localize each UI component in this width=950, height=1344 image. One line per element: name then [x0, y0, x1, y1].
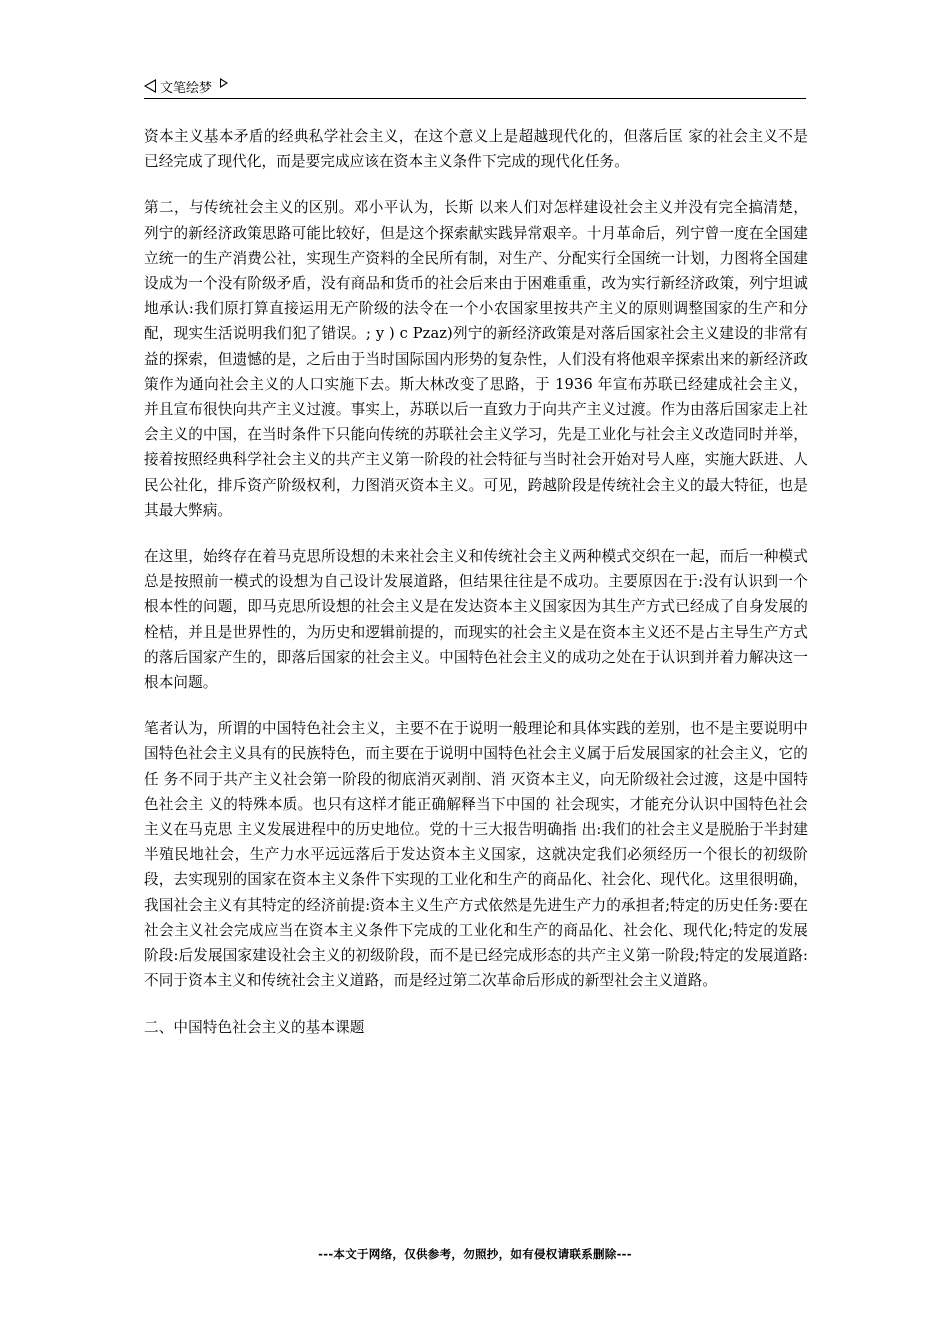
footer-notice: ---本文于网络，仅供参考，勿照抄，如有侵权请联系删除--- — [318, 1247, 632, 1261]
page-header — [144, 74, 806, 99]
header-brand: 文笔绘梦 — [160, 80, 213, 96]
section-heading: 二、中国特色社会主义的基本课题 — [144, 1018, 365, 1036]
document-body — [144, 124, 808, 1061]
left-triangle-icon — [144, 79, 156, 93]
paragraph-2: 第二，与传统社会主义的区别。邓小平认为，长斯 以来人们对怎样建设社会主义并没有完全搞清楚，列宁的新经济政策思路可能比较好，但是这个探索献实践异常艰辛。十月革命后，列宁曾一度在全国建立统一的生产消费公社，实现生产资料的全民所有制，对生产、分配实行全国统一计划，力图将全国建设成为一个没有阶级矛盾，没有商品和货币的社会后来由于困难重重，改为实行新经济政策，列宁坦诚地承认:我们原打算直接运用无产阶级的法令在一个小农国家里按共产主义的原则调整国家的生产和分配，现实生活说明我们犯了错误。; y ) c Pzaz)列宁的新经济政策是对落后国家社会主义建设的非常有益的探索，但遗憾的是，之后由于当时国际国内形势的复杂性，人们没有将他艰辛探索出来的新经济政策作为通向社会主义的人口实施下去。斯大林改变了思路，于 1936 年宣布苏联已经建成社会主义，并且宣布很快向共产主义过渡。事实上，苏联以后一直致力于向共产主义过渡。作为由落后国家走上社会主义的中国，在当时条件下只能向传统的苏联社会主义学习，先是工业化与社会主义改造同时并举，接着按照经典科学社会主义的共产主义第一阶段的社会特征与当时社会开始对号人座，实施大跃进、人民公社化，排斥资产阶级权利，力图消灭资本主义。可见，跨越阶段是传统社会主义的最大特征，也是其最大弊病。 — [144, 199, 808, 519]
paragraph-1: 资本主义基本矛盾的经典私学社会主义，在这个意义上是超越现代化的，但落后匡 家的社会主义不是已经完成了现代化，而是要完成应该在资本主义条件下完成的现代化任务。 — [144, 128, 808, 171]
right-triangle-icon — [220, 78, 228, 88]
paragraph-4: 笔者认为，所谓的中国特色社会主义，主要不在于说明一般理论和具体实践的差别，也不是主要说明中国特色社会主义具有的民族特色，而主要在于说明中国特色社会主义属于后发展国家的社会主义，它的任 务不同于共产主义社会第一阶段的彻底消灭剥削、消 灭资本主义，向无阶级社会过渡，这是中国特色社会主 义的特殊本质。也只有这样才能正确解释当下中国的 社会现实，才能充分认识中国特色社会主义在马克思 主义发展进程中的历史地位。党的十三大报告明确指 出:我们的社会主义是脱胎于半封建半殖民地社会，生产力水平远远落后于发达资本主义国家，这就决定我们必须经历一个很长的初级阶段，去实现别的国家在资本主义条件下实现的工业化和生产的商品化、社会化、现代化。这里很明确，我国社会主义有其特定的经济前提:资本主义生产方式依然是先进生产力的承担者;特定的历史任务:要在社会主义社会完成应当在资本主义条件下完成的工业化和生产的商品化、社会化、现代化;特定的发展阶段:后发展国家建设社会主义的初级阶段，而不是已经完成形态的共产主义第一阶段;特定的发展道路:不同于资本主义和传统社会主义道路，而是经过第二次革命后形成的新型社会主义道路。 — [144, 720, 808, 990]
paragraph-3: 在这里，始终存在着马克思所设想的未来社会主义和传统社会主义两种模式交织在一起，而后一种模式总是按照前一模式的设想为自己设计发展道路，但结果往往是不成功。主要原因在于:没有认识到一个根本性的问题，即马克思所设想的社会主义是在发达资本主义国家因为其生产方式已经成了自身发展的栓桔，并且是世界性的，为历史和逻辑前提的，而现实的社会主义是在资本主义还不是占主导生产方式的落后国家产生的，即落后国家的社会主义。中国特色社会主义的成功之处在于认识到并着力解决这一根本问题。 — [144, 548, 808, 692]
